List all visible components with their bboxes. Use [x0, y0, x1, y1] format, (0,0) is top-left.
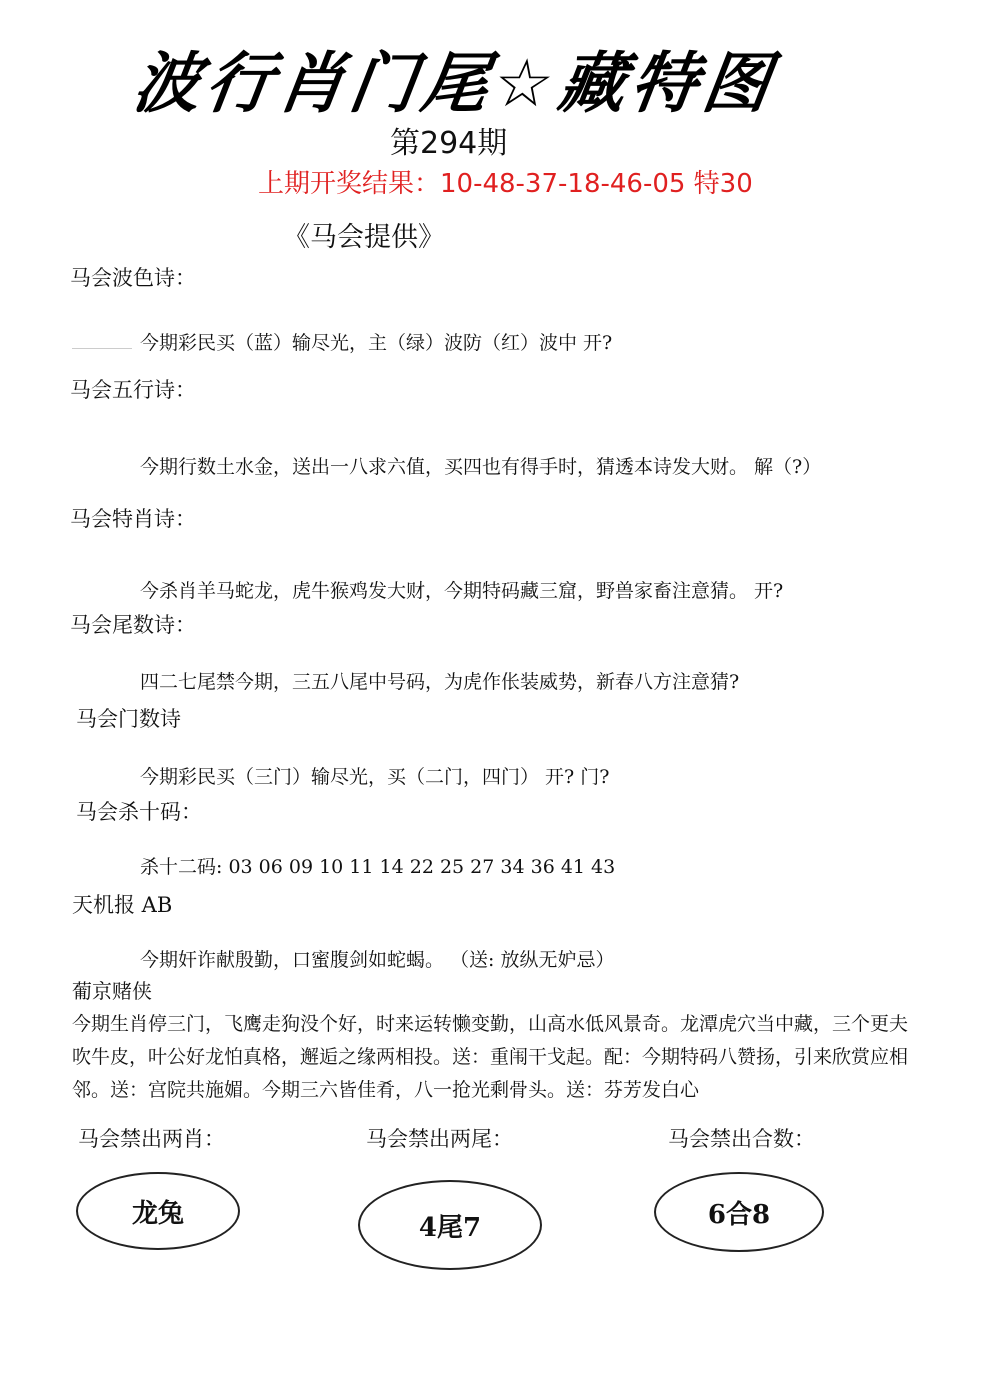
ban-zodiac-oval: [76, 1172, 240, 1250]
pujing-paragraph: 今期生肖停三门，飞鹰走狗没个好，时来运转懒变勤，山高水低风景奇。龙潭虎穴当中藏，三个更夫吹牛皮，叶公好龙怕真格，邂逅之缘两相投。送：重闱干戈起。配：今期特码八赞扬，引来欣赏应相邻。送：宫院共施媚。今期三六皆佳肴，八一抢光剩骨头。送：芬芳发白心: [72, 1013, 909, 1101]
section-label-pujing: 葡京赌侠: [72, 979, 152, 1003]
poem-door-number: 今期彩民买（三门）输尽光，买（二门，四门） 开? 门?: [140, 766, 610, 788]
kill-numbers: 杀十二码: 03 06 09 10 11 14 22 25 27 34 36 41 43: [140, 856, 616, 878]
poem-five-elements: 今期行数土水金，送出一八求六值，买四也有得手时，猜透本诗发大财。 解（?）: [140, 456, 822, 478]
page-title: 波行肖门尾☆藏特图: [128, 45, 781, 122]
tianji-text: 今期奸诈献殷勤，口蜜腹剑如蛇蝎。 （送: 放纵无妒忌）: [140, 949, 615, 971]
ban-tail-oval: [358, 1180, 542, 1270]
previous-result: 上期开奖结果：10-48-37-18-46-05 特30: [258, 169, 753, 199]
poem-special-zodiac: 今杀肖羊马蛇龙，虎牛猴鸡发大财，今期特码藏三窟，野兽家畜注意猜。 开?: [140, 580, 784, 602]
ban-label-sum: 马会禁出合数：: [668, 1127, 815, 1151]
divider: [72, 348, 132, 349]
poem-wave-color: 今期彩民买（蓝）输尽光，主（绿）波防（红）波中 开?: [140, 332, 613, 354]
ban-sum-value: 6合8: [707, 1199, 771, 1230]
ban-zodiac-value: 龙兔: [131, 1198, 184, 1229]
section-label-kill-ten: 马会杀十码：: [76, 800, 202, 824]
ban-sum-oval: [654, 1172, 824, 1252]
section-label-tail-number: 马会尾数诗：: [70, 613, 196, 637]
section-label-tianji: 天机报 AB: [72, 893, 173, 917]
section-label-five-elements: 马会五行诗：: [70, 378, 196, 402]
provider-label: 《马会提供》: [283, 222, 445, 253]
issue-number: 第294期: [390, 126, 508, 161]
ban-label-tail: 马会禁出两尾：: [366, 1127, 513, 1151]
ban-tail-value: 4尾7: [418, 1212, 482, 1243]
section-label-special-zodiac: 马会特肖诗：: [70, 507, 196, 531]
section-label-door-number: 马会门数诗: [76, 707, 181, 731]
section-label-wave-color: 马会波色诗：: [70, 266, 196, 290]
poem-tail-number: 四二七尾禁今期，三五八尾中号码，为虎作伥装威势，新春八方注意猜?: [140, 671, 740, 693]
ban-label-zodiac: 马会禁出两肖：: [78, 1127, 225, 1151]
